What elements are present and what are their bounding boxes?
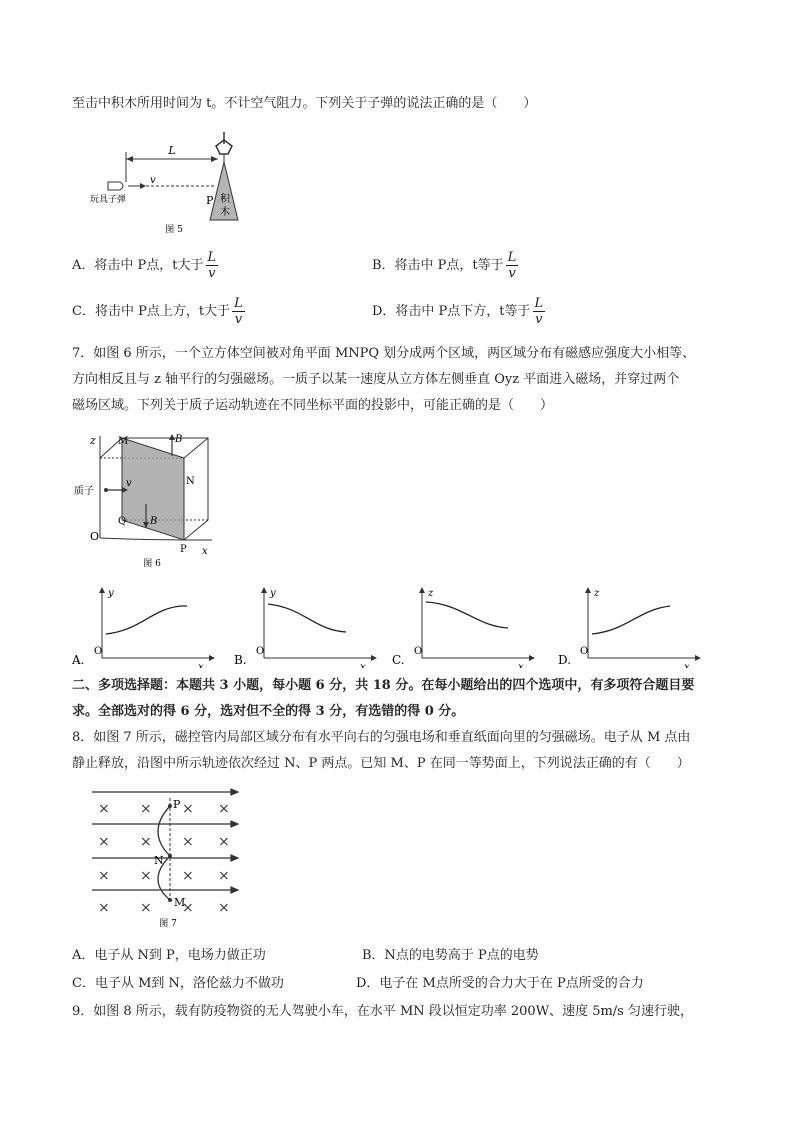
svg-text:×: × xyxy=(140,900,152,916)
q8-option-a: A．电子从 N到 P，电场力做正功 xyxy=(72,948,266,963)
q7-graph-b xyxy=(234,582,384,672)
svg-text:O: O xyxy=(414,646,423,657)
svg-text:O: O xyxy=(580,646,589,657)
q8-line-2: 静止释放，沿图中所示轨迹依次经过 N、P 两点。已知 M、P 在同一等势面上，下列说法正确的有（ ） xyxy=(72,756,690,771)
q8-option-b: B．N点的电势高于 P点的电势 xyxy=(362,948,539,963)
q6-option-d: D．将击中 P点下方，t等于 $\frac{L}{v}$ xyxy=(372,296,544,327)
q9-line-1: 9．如图 8 所示，载有防疫物资的无人驾驶小车，在水平 MN 段以恒定功率 200W、速度 5m/s 匀速行驶， xyxy=(72,1004,693,1019)
block-label-2: 木 xyxy=(220,207,230,218)
svg-text:y: y xyxy=(108,588,114,599)
q8-option-d: D．电子在 M点所受的合力大于在 P点所受的合力 xyxy=(356,976,644,991)
svg-text:×: × xyxy=(98,868,110,884)
origin-O: O xyxy=(90,530,100,543)
q7-graph-d xyxy=(558,582,708,672)
q6-intro: 至击中积木所用时间为 t。不计空气阻力。下列关于子弹的说法正确的是（ ） xyxy=(72,96,537,111)
svg-text:A.: A. xyxy=(72,653,85,667)
label-v: v xyxy=(150,175,156,186)
q7-line-1: 7．如图 6 所示，一个立方体空间被对角平面 MNPQ 划分成两个区域，两区域分布有磁感应强度大小相等、 xyxy=(72,346,696,361)
figure-5 xyxy=(82,132,262,236)
svg-text:×: × xyxy=(140,801,152,817)
label-L: L xyxy=(168,144,176,157)
svg-text:z: z xyxy=(428,588,434,599)
svg-text:×: × xyxy=(140,868,152,884)
figure-6 xyxy=(72,428,232,570)
axis-x: x xyxy=(202,546,208,557)
svg-text:D.: D. xyxy=(558,653,572,667)
svg-text:B.: B. xyxy=(234,653,247,667)
svg-text:×: × xyxy=(218,868,230,884)
svg-text:x: x xyxy=(360,662,366,668)
label-B-down: B xyxy=(150,516,158,527)
label-N-fig7: N xyxy=(154,854,164,867)
label-B-up: B xyxy=(175,434,183,445)
toy-bullet-label: 玩具子弹 xyxy=(90,195,127,205)
section-2-line-1: 二、多项选择题：本题共 3 小题，每小题 6 分，共 18 分。在每小题给出的四个选项中，有多项符合题目要 xyxy=(72,678,695,693)
label-P-fig6: P xyxy=(180,544,187,555)
svg-text:×: × xyxy=(182,801,194,817)
q6-option-c: C．将击中 P点上方，t大于 $\frac{L}{v}$ xyxy=(72,296,243,327)
q7-graph-a xyxy=(72,582,222,672)
svg-text:C.: C. xyxy=(392,653,405,667)
svg-text:z: z xyxy=(594,588,600,599)
svg-text:x: x xyxy=(518,662,524,668)
figure-5-caption: 图 5 xyxy=(165,225,183,235)
svg-text:O: O xyxy=(94,646,103,657)
q8-option-c: C．电子从 M到 N，洛伦兹力不做功 xyxy=(72,976,284,991)
label-Q: Q xyxy=(118,516,127,527)
label-proton: 质子 xyxy=(74,486,94,497)
svg-text:×: × xyxy=(182,900,194,916)
svg-text:×: × xyxy=(98,900,110,916)
svg-text:×: × xyxy=(182,868,194,884)
svg-text:y: y xyxy=(270,588,276,599)
block-label-1: 积 xyxy=(220,194,230,205)
svg-text:×: × xyxy=(182,834,194,850)
svg-text:×: × xyxy=(218,834,230,850)
axis-z: z xyxy=(90,434,96,447)
q7-line-2: 方向相反且与 z 轴平行的匀强磁场。一质子以某一速度从立方体左侧垂直 Oyz 平面进入磁场，并穿过两个 xyxy=(72,372,680,387)
label-N: N xyxy=(186,476,195,487)
label-P-fig7: P xyxy=(173,798,181,811)
svg-text:x: x xyxy=(684,662,690,668)
svg-text:×: × xyxy=(98,834,110,850)
section-2-line-2: 求。全部选对的得 6 分，选对但不全的得 3 分，有选错的得 0 分。 xyxy=(72,704,465,719)
label-v-fig6: v xyxy=(126,478,132,489)
q6-option-b: B．将击中 P点，t等于 $\frac{L}{v}$ xyxy=(372,250,517,281)
label-P: P xyxy=(206,194,214,207)
svg-text:×: × xyxy=(140,834,152,850)
svg-text:O: O xyxy=(256,646,265,657)
svg-text:×: × xyxy=(218,801,230,817)
q7-graph-c xyxy=(392,582,542,672)
label-M-fig7: M xyxy=(174,896,186,909)
svg-text:×: × xyxy=(218,900,230,916)
q6-option-a: A．将击中 P点，t大于 $\frac{L}{v}$ xyxy=(72,250,217,281)
figure-6-caption: 图 6 xyxy=(143,559,161,569)
label-M: M xyxy=(118,436,129,447)
figure-7-caption: 图 7 xyxy=(159,919,177,929)
q8-line-1: 8．如图 7 所示，磁控管内局部区域分布有水平向右的匀强电场和垂直纸面向里的匀强磁场。电子从 M 点由 xyxy=(72,730,691,745)
figure-7 xyxy=(90,784,250,930)
q7-line-3: 磁场区域。下列关于质子运动轨迹在不同坐标平面的投影中，可能正确的是（ ） xyxy=(72,398,554,413)
svg-text:×: × xyxy=(98,801,110,817)
svg-text:x: x xyxy=(198,662,204,668)
